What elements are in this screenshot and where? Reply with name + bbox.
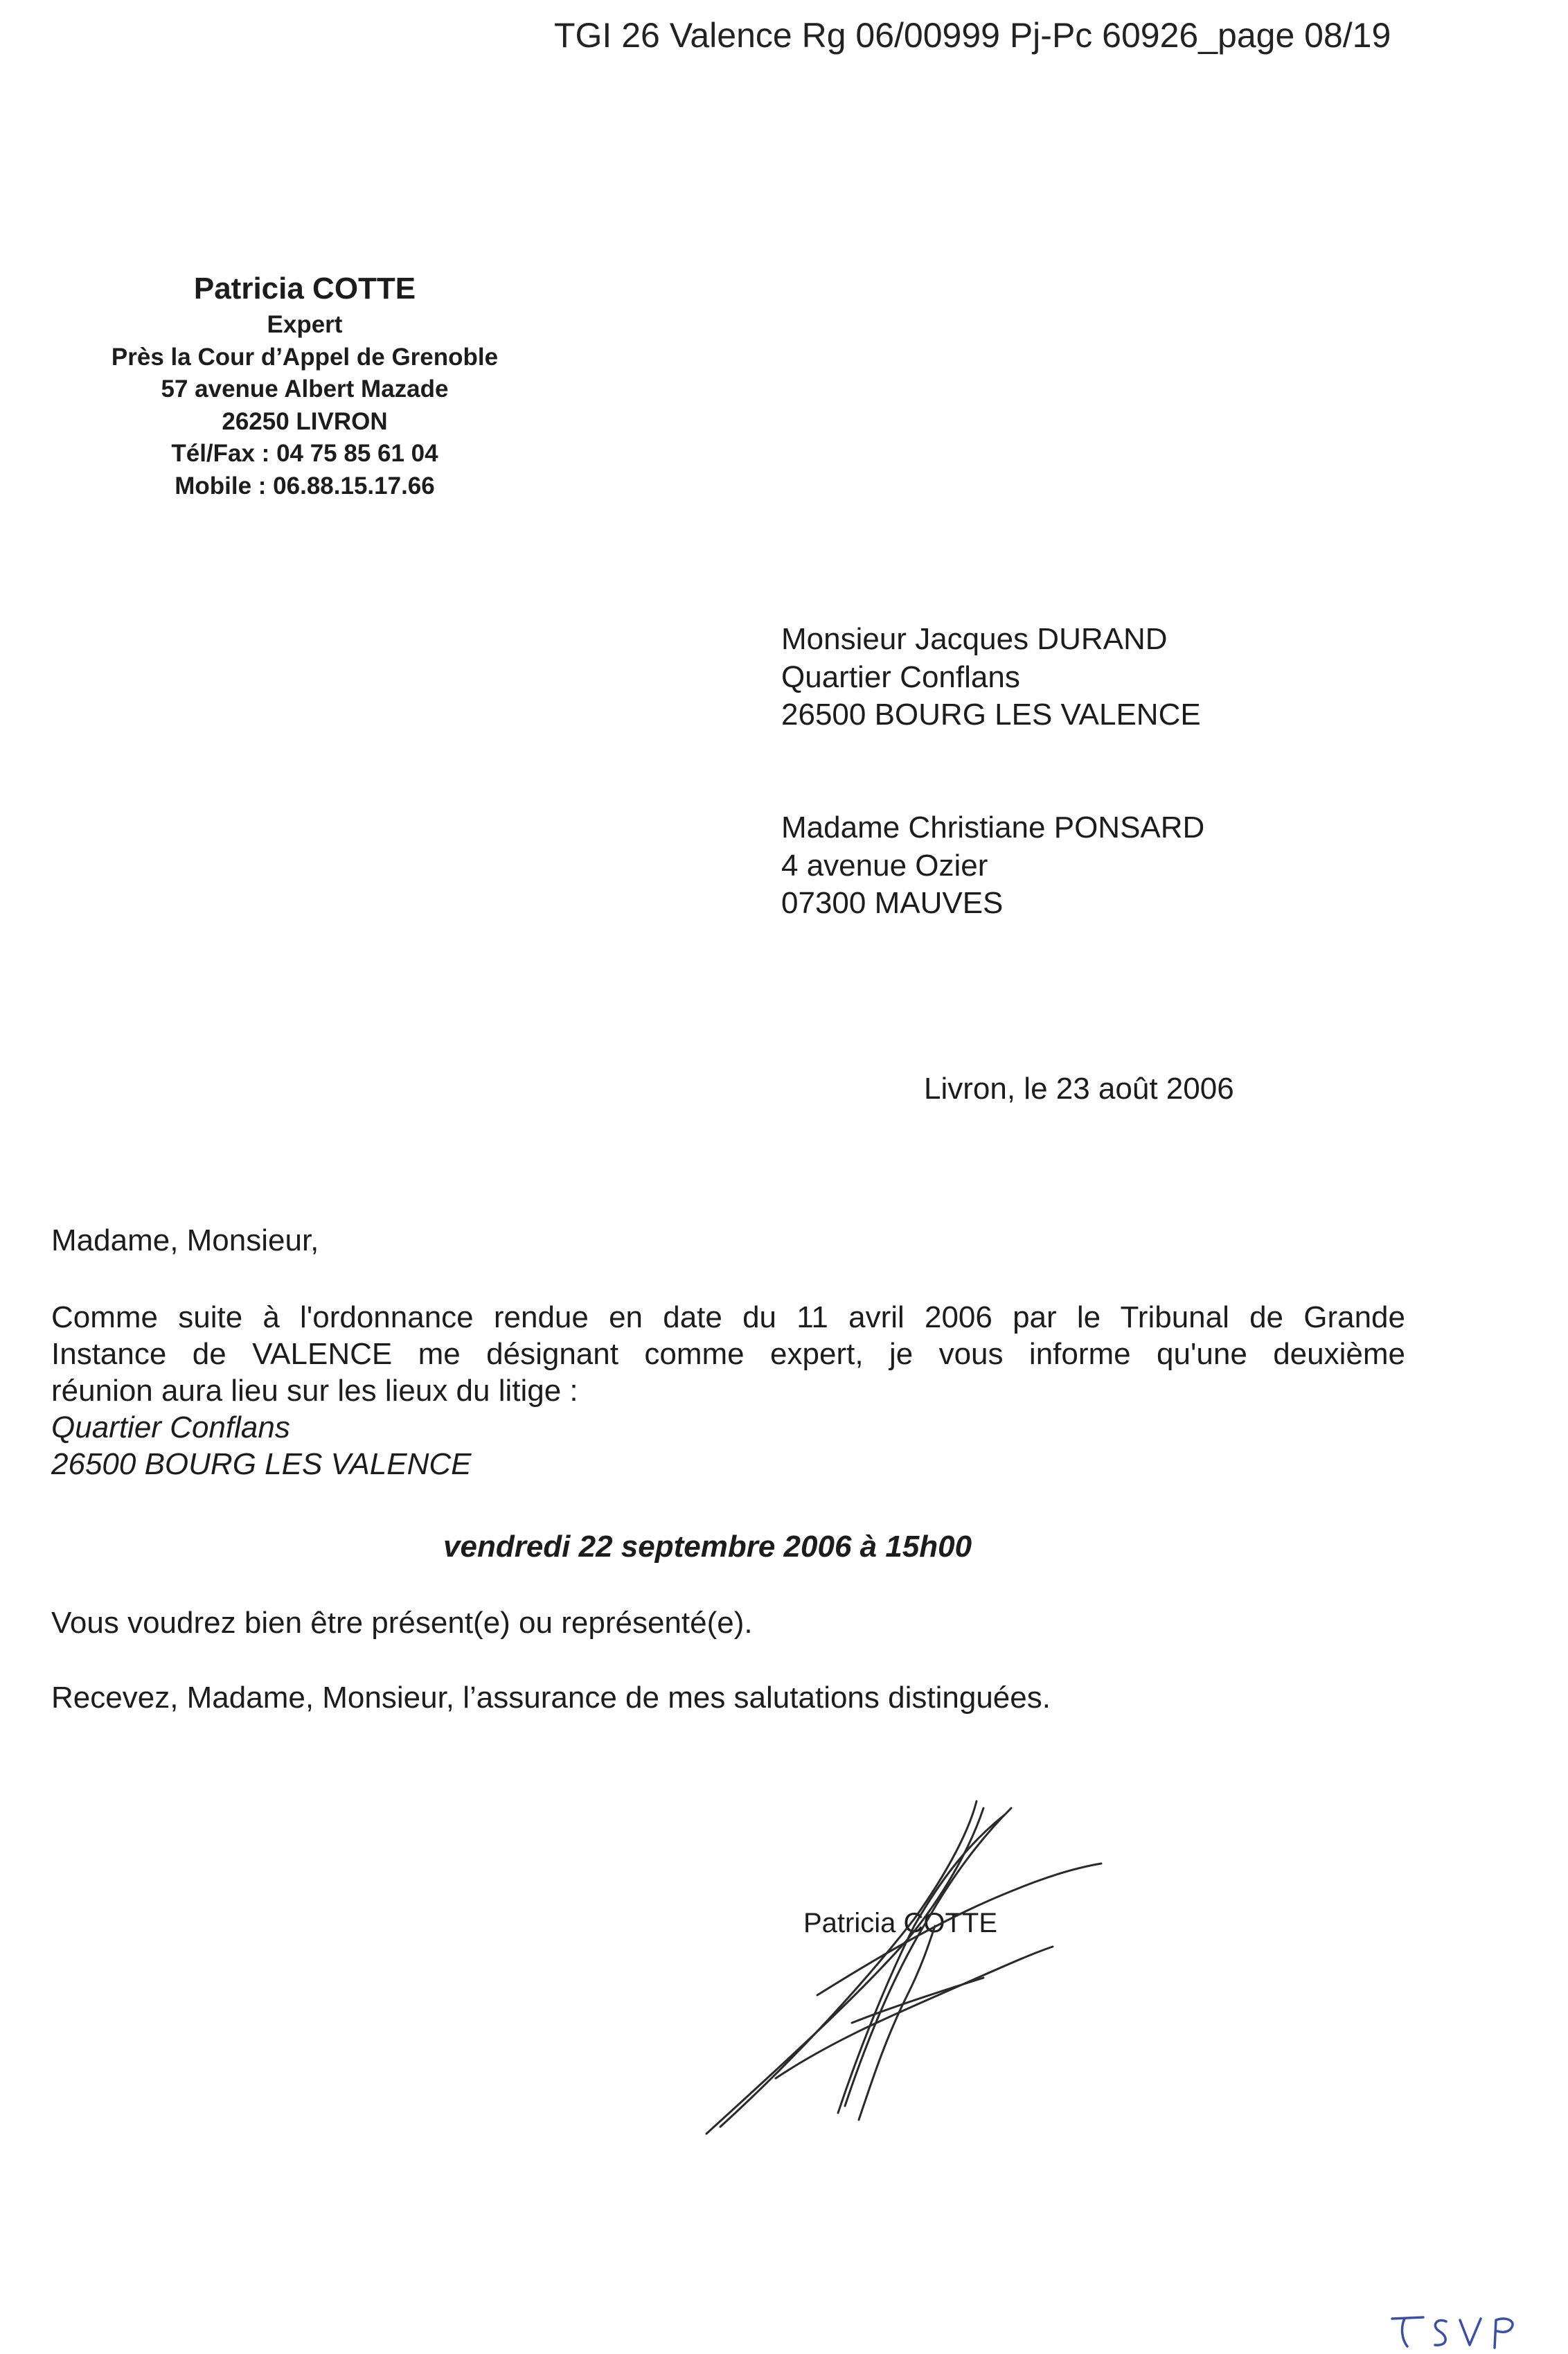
- closing-formula: Recevez, Madame, Monsieur, l’assurance de mes salutations distinguées.: [51, 1681, 1051, 1715]
- fax-header: TGI 26 Valence Rg 06/00999 Pj-Pc 60926_page 08/19: [554, 16, 1391, 55]
- body-paragraph: [51, 1299, 1405, 1483]
- body-line: Comme suite à l'ordonnance rendue en date du 11 avril 2006 par le Tribunal de Grande: [51, 1300, 1405, 1334]
- sender-name: Patricia COTTE: [193, 272, 416, 306]
- recipient-address: 4 avenue Ozier: [781, 848, 988, 883]
- recipient-address: Quartier Conflans: [781, 660, 1020, 694]
- recipient-name: Monsieur Jacques DURAND: [781, 622, 1168, 656]
- sender-mobile: Mobile : 06.88.15.17.66: [175, 472, 435, 499]
- signature-name: Patricia COTTE: [803, 1908, 998, 1938]
- sender-phone: Tél/Fax : 04 75 85 61 04: [171, 440, 438, 467]
- salutation: Madame, Monsieur,: [51, 1223, 319, 1257]
- meeting-date: vendredi 22 septembre 2006 à 15h00: [443, 1530, 972, 1564]
- handwritten-signature: [679, 1787, 1122, 2148]
- body-line: Instance de VALENCE me désignant comme expert, je vous informe qu'une deuxième: [51, 1337, 1405, 1371]
- recipient-city: 07300 MAUVES: [781, 886, 1004, 920]
- body-line: réunion aura lieu sur les lieux du litige :: [51, 1374, 578, 1408]
- handwritten-tsvp-annotation: [1385, 2310, 1524, 2352]
- meeting-location-address: Quartier Conflans: [51, 1410, 290, 1444]
- sender-title: Expert: [267, 311, 343, 338]
- sender-address: 57 avenue Albert Mazade: [161, 375, 449, 402]
- meeting-location-city: 26500 BOURG LES VALENCE: [51, 1447, 472, 1481]
- recipient-block-1: [781, 621, 1201, 734]
- presence-request: Vous voudrez bien être présent(e) ou représenté(e).: [51, 1606, 753, 1640]
- sender-court: Près la Cour d’Appel de Grenoble: [111, 343, 499, 371]
- recipient-name: Madame Christiane PONSARD: [781, 811, 1205, 844]
- sender-city: 26250 LIVRON: [222, 407, 388, 435]
- recipient-block-2: [781, 809, 1204, 923]
- sender-block: [42, 269, 568, 502]
- letter-date: Livron, le 23 août 2006: [924, 1072, 1234, 1106]
- recipient-city: 26500 BOURG LES VALENCE: [781, 698, 1201, 732]
